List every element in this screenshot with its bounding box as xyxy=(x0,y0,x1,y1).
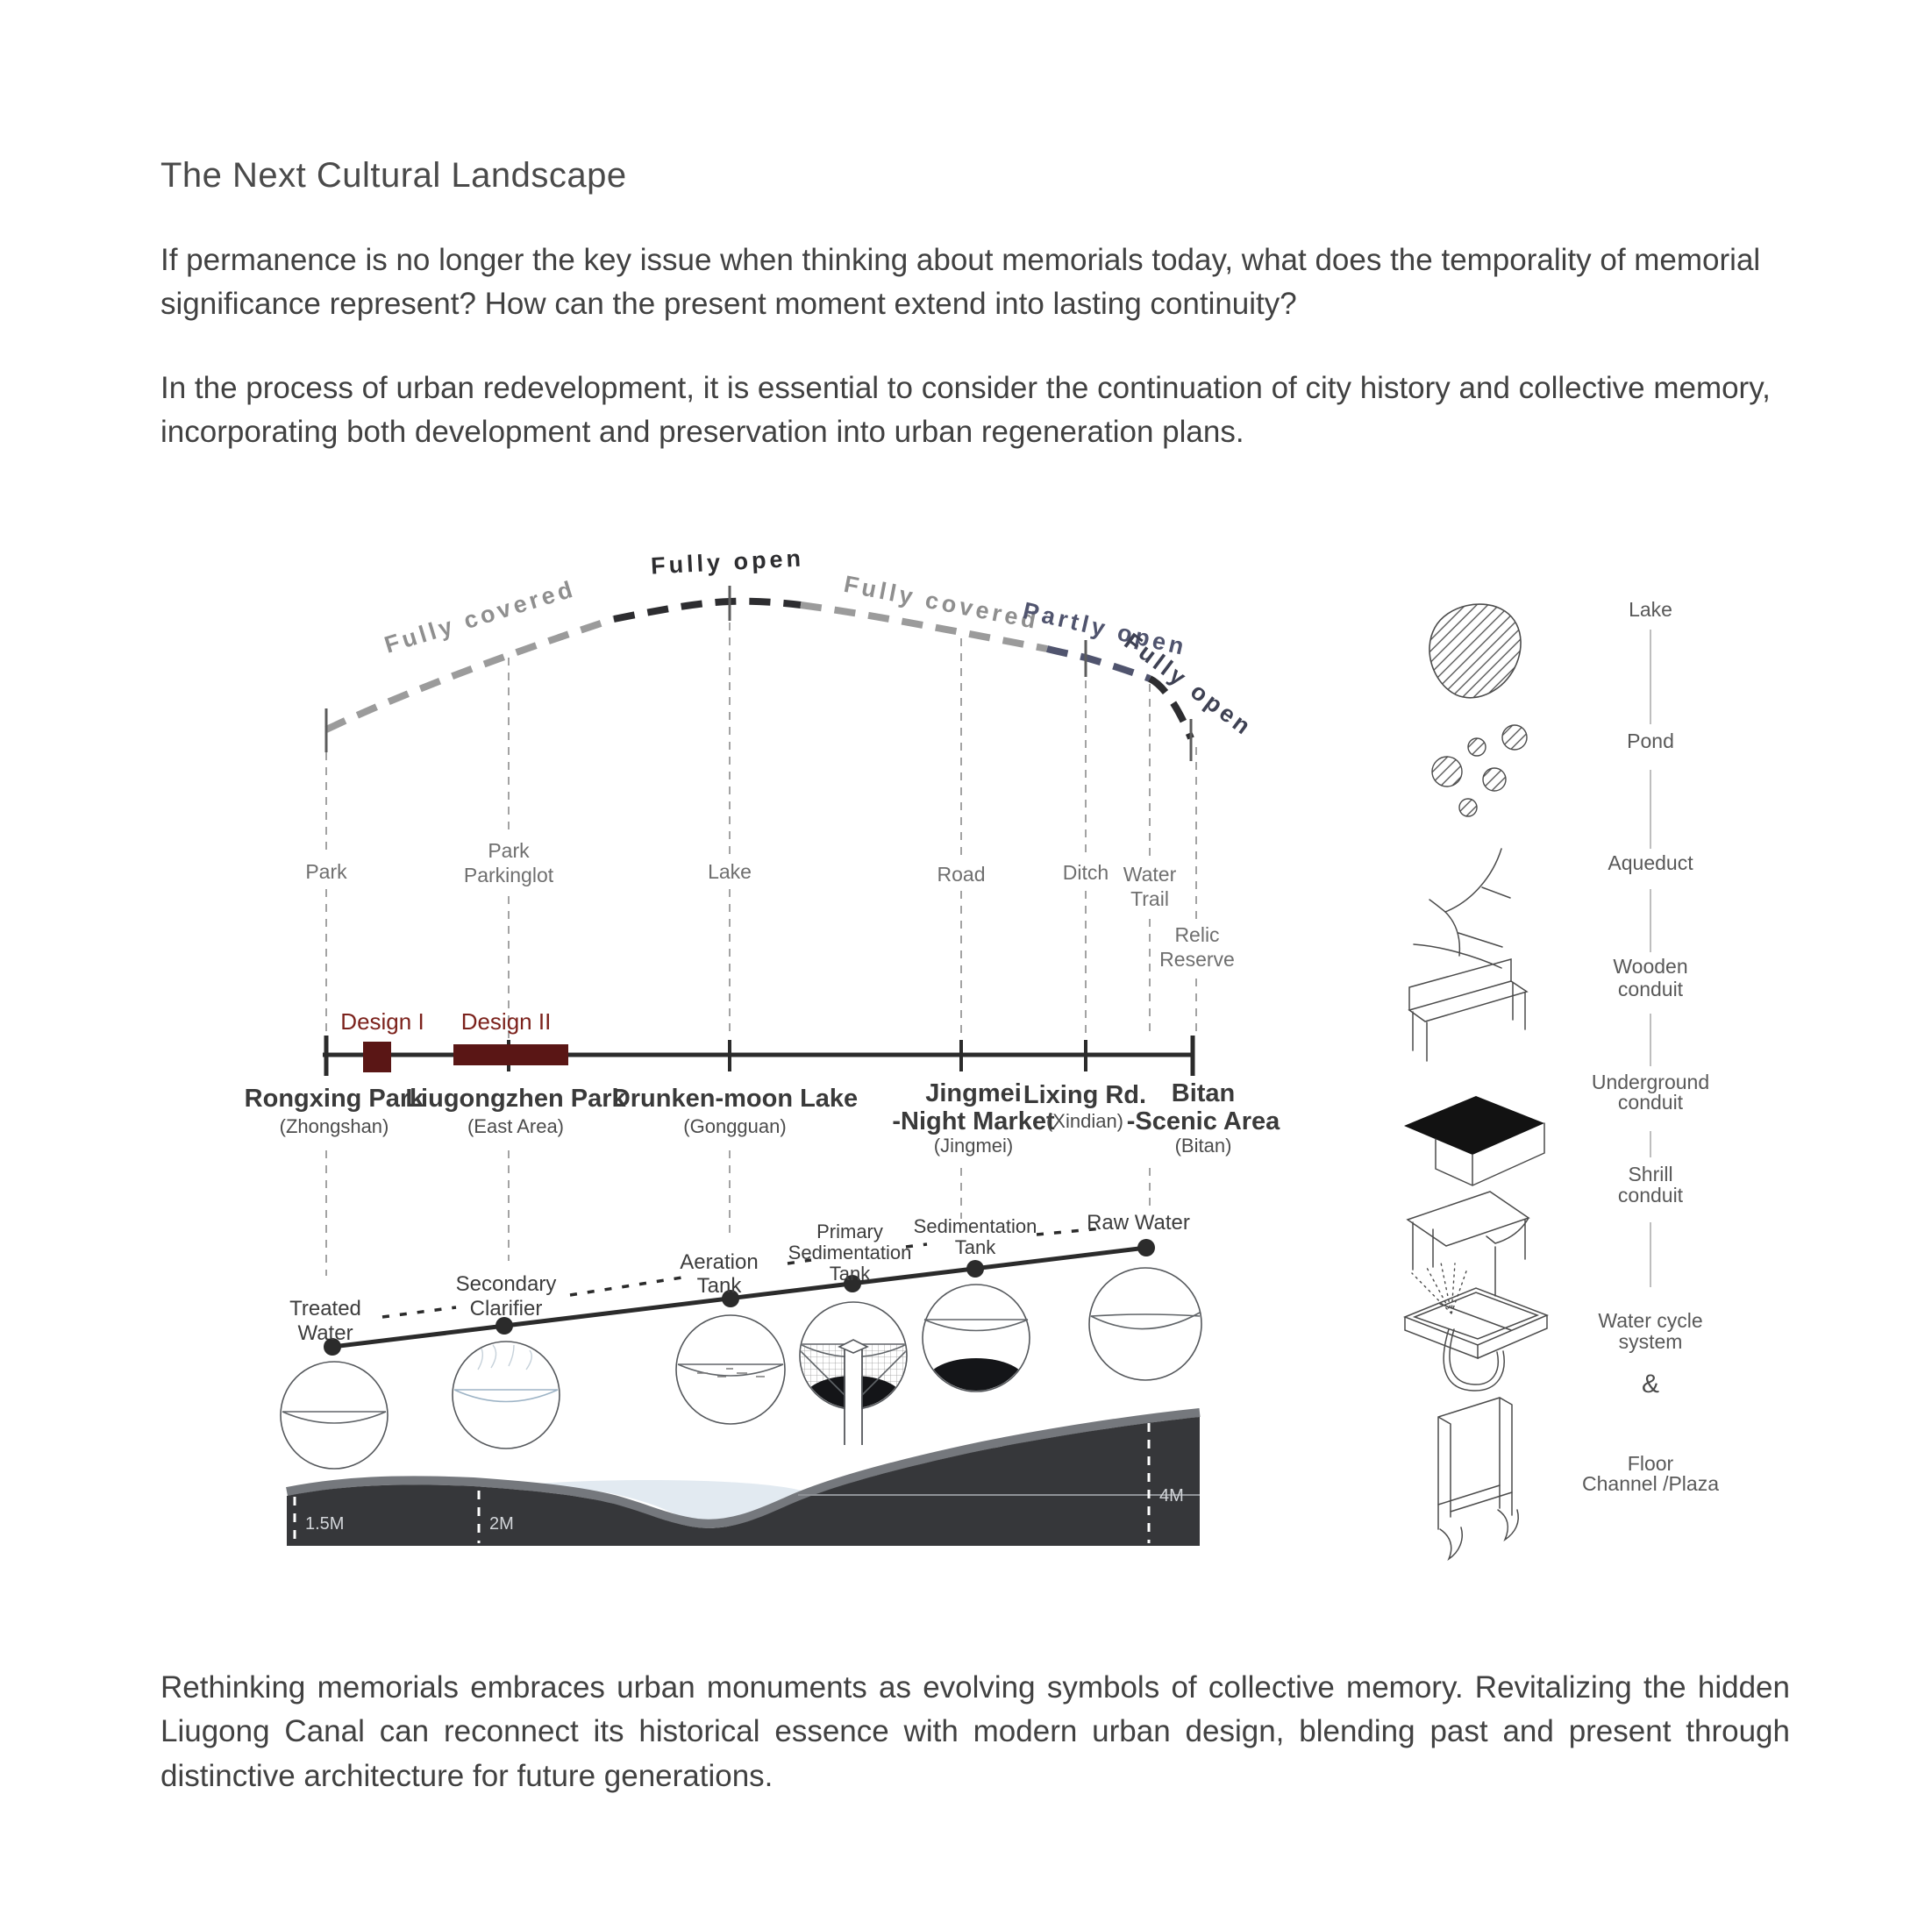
legend-label-water-cycle: Water cycle xyxy=(1598,1309,1703,1332)
context-label-ditch: Ditch xyxy=(1062,861,1109,884)
legend-label-lake: Lake xyxy=(1629,598,1672,621)
shrill-conduit-icon xyxy=(1408,1192,1529,1296)
legend-label-shrill-conduit: Shrill xyxy=(1628,1163,1673,1185)
process-stage-label: Tank xyxy=(829,1263,871,1285)
primary-sedimentation-tank xyxy=(800,1302,907,1445)
legend-label-wooden-conduit: conduit xyxy=(1617,978,1684,1000)
context-guides xyxy=(305,623,1234,1038)
process-stage-label: Secondary xyxy=(455,1272,557,1296)
sedimentation-tank xyxy=(923,1285,1030,1406)
page-title: The Next Cultural Landscape xyxy=(160,156,627,195)
process-stage-label: Sedimentation xyxy=(788,1242,912,1263)
intro-paragraph-2: In the process of urban redevelopment, it is essential to consider the continuation of city history and collective memory, incorporating both development and preservation into urban regeneration plans. xyxy=(160,371,1771,450)
process-stage-label: Treated xyxy=(289,1297,361,1320)
legend-ampersand: & xyxy=(1641,1370,1660,1399)
cover-state-label: Fully covered xyxy=(381,574,579,658)
underground-conduit-icon xyxy=(1404,1096,1544,1185)
design-1-label: Design I xyxy=(340,1008,424,1035)
pond-icon xyxy=(1432,725,1527,816)
context-label-relic-reserve: Reserve xyxy=(1159,948,1235,971)
legend-label-aqueduct: Aqueduct xyxy=(1608,851,1693,874)
context-label-lake: Lake xyxy=(708,860,752,883)
process-stage-label: Tank xyxy=(954,1236,996,1258)
legend-label-underground-conduit: conduit xyxy=(1617,1091,1684,1114)
cover-state-label: Partly open xyxy=(1020,597,1190,661)
context-label-park: Park xyxy=(305,860,347,883)
station-name: Jingmei xyxy=(925,1079,1022,1107)
process-stage-label: Primary xyxy=(816,1221,883,1242)
depth-label: 4M xyxy=(1159,1486,1184,1505)
lake-icon xyxy=(1429,604,1521,698)
station-name: -Night Market xyxy=(892,1107,1055,1135)
station-sub: (Xindian) xyxy=(1045,1110,1124,1132)
legend-label-pond: Pond xyxy=(1627,730,1674,752)
station-name: Liugongzhen Park xyxy=(405,1085,626,1113)
secondary-clarifier-tank xyxy=(453,1342,560,1449)
legend-label-floor-channel: Channel /Plaza xyxy=(1582,1472,1719,1495)
context-label-parkinglot: Park xyxy=(488,839,530,862)
station-sub: (East Area) xyxy=(467,1115,565,1137)
raw-water-tank xyxy=(1089,1268,1201,1380)
process-stage-label: Sedimentation xyxy=(913,1215,1037,1237)
cover-state-label: Fully covered xyxy=(841,570,1042,635)
process-stage-label: Aeration xyxy=(680,1250,759,1274)
legend xyxy=(1404,598,1719,1559)
arc-fully-open-1 xyxy=(614,601,801,619)
cover-state-label: Fully open xyxy=(1119,628,1258,742)
depth-label: 2M xyxy=(489,1514,514,1534)
arc-fully-covered-1 xyxy=(326,619,614,730)
station-name: Bitan xyxy=(1171,1079,1236,1107)
context-label-water-trail: Water xyxy=(1123,863,1177,886)
station-name: Rongxing Park xyxy=(244,1085,424,1113)
aeration-tank xyxy=(676,1315,785,1424)
process-stage-label: Clarifier xyxy=(469,1297,543,1320)
route-timeline xyxy=(245,1008,1281,1157)
intro-paragraph-1: If permanence is no longer the key issue when thinking about memorials today, what does the temporality of memorial significance represent? How can the present moment extend into lasting continuity? xyxy=(160,243,1761,322)
station-sub: (Gongguan) xyxy=(683,1115,787,1137)
context-label-relic-reserve: Relic xyxy=(1174,923,1220,946)
floor-channel-icon xyxy=(1438,1398,1518,1559)
treated-water-tank xyxy=(281,1362,388,1469)
wooden-conduit-icon xyxy=(1409,959,1527,1061)
process-stage-label: Tank xyxy=(696,1274,742,1298)
context-label-parkinglot: Parkinglot xyxy=(463,864,554,886)
legend-label-shrill-conduit: conduit xyxy=(1617,1184,1684,1207)
legend-label-wooden-conduit: Wooden xyxy=(1613,955,1688,978)
station-name: -Scenic Area xyxy=(1126,1107,1280,1135)
context-label-road: Road xyxy=(937,863,986,886)
process-stage-label: Raw Water xyxy=(1087,1211,1190,1235)
legend-label-water-cycle: system xyxy=(1618,1330,1683,1353)
context-label-water-trail: Trail xyxy=(1130,887,1169,910)
station-labels xyxy=(245,1079,1281,1157)
outro-paragraph: Rethinking memorials embraces urban monuments as evolving symbols of collective memory. Revitalizing the hidden Liugong Canal can reconnect its historical essence with modern urban design, blending past and present through distinctive architecture for future generations. xyxy=(160,1670,1790,1793)
legend-label-underground-conduit: Underground xyxy=(1591,1071,1710,1093)
cover-arc xyxy=(326,545,1258,761)
terrain-section xyxy=(287,1413,1200,1546)
depth-label: 1.5M xyxy=(305,1514,345,1534)
station-sub: (Zhongshan) xyxy=(279,1115,389,1137)
station-name: Drunken-moon Lake xyxy=(611,1085,859,1113)
aqueduct-icon xyxy=(1414,849,1510,968)
design-1-marker xyxy=(363,1042,391,1072)
station-sub: (Jingmei) xyxy=(933,1135,1014,1157)
cover-state-label: Fully open xyxy=(650,545,805,580)
water-cycle-icon xyxy=(1405,1263,1547,1391)
design-2-label: Design II xyxy=(460,1008,552,1035)
design-2-marker xyxy=(453,1044,568,1065)
station-sub: (Bitan) xyxy=(1174,1135,1232,1157)
process-stage-label: Water xyxy=(297,1321,353,1345)
treatment-process xyxy=(281,1150,1201,1469)
legend-label-floor-channel: Floor xyxy=(1627,1452,1674,1475)
station-name: Lixing Rd. xyxy=(1023,1081,1147,1109)
